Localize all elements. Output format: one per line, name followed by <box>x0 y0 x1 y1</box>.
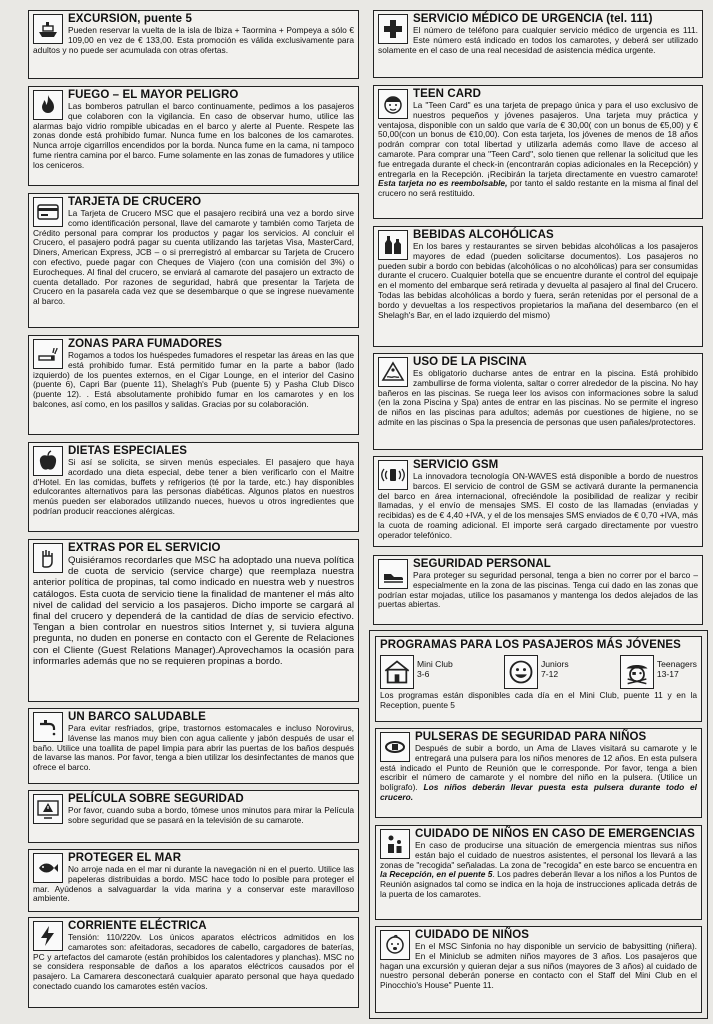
section-servicio-gsm <box>373 456 703 547</box>
section-uso-piscina <box>373 353 703 450</box>
section-text: Por favor, cuando suba a bordo, tómese unos minutos para mirar la Película sobre seguridad que se pasará en la televisión de su camarote. <box>68 805 354 825</box>
baby-icon <box>380 930 410 960</box>
section-text <box>380 744 697 803</box>
pool-warning-icon <box>378 357 408 387</box>
section-title: PROTEGER EL MAR <box>68 852 182 864</box>
section-fuego <box>28 86 359 186</box>
section-teen-card <box>373 85 703 219</box>
section-text: Los programas están disponibles cada día en el Mini Club, puente 11 y en la Reception, puente 5 <box>380 690 697 710</box>
teen-card-tail: por tanto el saldo restante en la misma al final del crucero no será restituido. <box>378 178 698 199</box>
section-text <box>378 101 698 199</box>
medical-cross-icon <box>378 14 408 44</box>
section-dietas <box>28 442 359 532</box>
section-title: TEEN CARD <box>413 88 481 100</box>
section-text: Las bomberos patrullan el barco continuamente, pedimos a los pasajeros que colaboren con la vigilancia. En caso de observar humo, utilice las alarmas bajo vidrio rompible ubicadas en el barco y alerte al Puente. Respete las zonas donde está prohibido fumar. Nunca fume en los balcones de los camarotes. Nunca arroje cigarrillos encendidos por la borda. Nunca fume en la cama, ni tampoco fume rientra camina por el barco. Fume solamente en las zonas de fumadores y utilice los ceniceros. <box>33 101 354 170</box>
section-seguridad-personal <box>373 555 703 625</box>
apple-icon <box>33 446 63 476</box>
juniors-smiley-icon <box>504 655 538 689</box>
section-cuidado-emergencias <box>375 825 702 920</box>
bracelet-text: Después de subir a bordo, un Ama de Llaves visitará su camarote y le entregará una pulsera para los niños menores de 12 años. En esta pulsera está indicado el Punto de Reunión que le corresponde. Por favor, tenga a bien escribir el número de camarote y el nombre del niño en la pulsera. (Utilice un bolígrafo). <box>380 743 697 793</box>
section-pulseras <box>375 728 702 818</box>
emergency-tail: . Los padres deberán llevar a los niños a los Puntos de Reunión asignados tal como se indica en la hoja de instrucciones aplicada detrás de la puerta de los camarotes. <box>380 869 697 899</box>
section-bebidas-alcoholicas <box>373 226 703 347</box>
cigarette-icon <box>33 339 63 369</box>
section-title: PROGRAMAS PARA LOS PASAJEROS MÁS JÓVENES <box>380 639 681 651</box>
section-text: Rogamos a todos los huéspedes fumadores el respetar las áreas en las que está prohibido fumar. Está permitido fumar en la parte a babor (lado izquierdo) de los puentes externos, en el Cigar Lounge, en el interior del Casino (puente 6), Capri Bar (puente 11), Shelagh's Pub (puente 5) y Pasha Club Disco (puente 12). . Está absolutamente prohibido fumar en los camarotes y en los balcones, así como, en los pasillos y salidas. Gracias por su colaboración. <box>33 350 354 409</box>
section-text: Si así se solicita, se sirven menús especiales. El pasajero que haya acordado una dieta especial, debe tener a bien verificarlo con el Maitre d'Hotel. En las comidas, buffets y refrigerios (té por la tarde, etc.) hay disponibles edulcorantes alternativos para las personas diabéticas. Algunos platos en nuestros menús pueden ser elaborados utilizando nueces, huevos u otros ingredientes que podrían producir reacciones alérgicas. <box>33 457 354 516</box>
bottles-icon <box>378 230 408 260</box>
section-text: En el MSC Sinfonia no hay disponible un servicio de babysitting (niñera). En el Miniclub se admiten niños mayores de 3 años. Los pasajeros que hagan una excursión y quieran dejar a sus niños (mayores de 3 años) al cuidado de nuestro personal deberán ponerse en contacto con el Staff del Mini Club en el Pinocchio's House" Puente 11. <box>380 941 697 991</box>
program-ages: 7-12 <box>540 669 559 679</box>
bracelet-icon <box>380 732 410 762</box>
credit-card-icon <box>33 197 63 227</box>
section-text: El número de teléfono para cualquier servicio médico de urgencia es 111. Este número está indicado en todos los camarotes, y deberá ser utilizado solamente en el caso de una real necesidad de asistencia médica urgente. <box>378 25 698 55</box>
section-title: PELÍCULA SOBRE SEGURIDAD <box>68 793 244 805</box>
section-title: PULSERAS DE SEGURIDAD PARA NIÑOS <box>415 731 647 743</box>
program-name: Mini Club <box>417 659 453 669</box>
section-text: Pueden reservar la vuelta de la isla de Ibiza + Taormina + Pompeya a sólo € 109,00 en vez de € 133,00. Esta promoción es válida exclusivamente para adultos y no puede ser acumulada con otras ofertas. <box>33 25 354 55</box>
section-text: Tensión: 110/220v. Los únicos aparatos eléctricos admitidos en los camarotes son: afeitadoras, secadores de cabello, cargadores de baterías, PC y artefactos del camarote (están prohibidos los calentadores y planchas). MSC no se considera responsable de daños a los aparatos eléctricos causados por el pasajero. La Camarera desconectará cualquier aparato personal que haya quedado conectado cuando los camarotes estén vacíos. <box>33 932 354 991</box>
section-text: Para evitar resfriados, gripe, trastornos estomacales e incluso Norovirus, lávense las manos muy bien con agua caliente y jabón después de usar el baño. Utilice una toallita de papel limpia para abrir las puertas de los baños después de lavarse las manos. Por favor, tenga a bien utilizar los desinfectantes de manos que ofrece el barco. <box>33 723 354 773</box>
section-zonas-fumadores <box>28 335 359 435</box>
kids-programs <box>380 655 697 689</box>
teen-card-emphasis: Esta tarjeta no es reembolsable, <box>378 178 508 189</box>
emergency-text: En caso de producirse una situación de emergencia mientras sus niños están bajo el cuidado de nuestros asistentes, el personal los llevará a las zonas de "recogida" señaladas. La zona de "recogida" en este barco se encuentra en <box>380 840 697 870</box>
faucet-icon <box>33 712 63 742</box>
section-title: CUIDADO DE NIÑOS EN CASO DE EMERGENCIAS <box>415 828 695 840</box>
section-text: La Tarjeta de Crucero MSC que el pasajero recibirá una vez a bordo sirve como identificación personal, llave del camarote y también como Tarjeta de Crédito personal para comprar los productos y pagar los servicios. Al concluir el Crucero, el pasajero podrá pagar su cuenta utilizando las tarjetas Visa, MasterCard, Diners, American Express, JCB – o si prerregistró al embarcar su Tarjeta de Crucero con efectivo, puede pagar con Cheques de Viajero (con una comisión del 3%) o Eurocheques. Al final del crucero, se enviará al camarote del pasajero un extracto de cuenta detallado. Por razones de seguridad, habrá que presentar la Tarjeta de Crucero en la pasarela cada vez que se desembarque o que se ingrese nuevamente al barco. <box>33 208 354 307</box>
section-title: EXTRAS POR EL SERVICIO <box>68 542 221 554</box>
program-juniors <box>504 655 569 689</box>
program-mini-club <box>380 655 453 689</box>
section-title: DIETAS ESPECIALES <box>68 445 188 457</box>
section-text: La innovadora tecnología ON-WAVES está disponible a bordo de nuestros barcos. El servicio de control de GSM se activará durante la permanencia del barco en área internacional, ofreciéndole la posibilidad de realizar y recibir llamadas, y el envío de mensajes SMS. El costo de las llamadas (enviadas y recibidas) es de € 4,40 +IVA, y el de los mensajes SMS enviados de € 0,70 +IVA, más la cuota de roaming adicional. El importe será cargado directamente por vuestro operador telefónico. <box>378 471 698 540</box>
family-icon <box>380 829 410 859</box>
warning-tv-icon <box>33 794 63 824</box>
section-title: SERVICIO MÉDICO DE URGENCIA (tel. 111) <box>413 13 653 25</box>
section-extras-servicio <box>28 539 359 702</box>
section-corriente-electrica <box>28 917 359 1008</box>
section-cuidado-ninos <box>375 926 702 1013</box>
section-title: UN BARCO SALUDABLE <box>68 711 206 723</box>
program-name: Juniors <box>540 659 569 669</box>
teen-card-text: La "Teen Card" es una tarjeta de prepago única y para el uso exclusivo de nuestros pequeños y jóvenes pasajeros. Una tarjeta muy práctica y ventajosa, disponible con un saldo que varía de € 30,00( con un bonus de €5,00) y € 50,00(con un bonus de €10,00). Con esta tarjeta, los jóvenes de menos de 18 años podrán comprar con total libertad y utilizarla además como llave de acceso al camarote. Para comprar una "Teen Card", solo tienen que rellenar la solicitud que les fue entregada durante el check-in (encontrarán copias adicionales en la Recepción) y entregarla en la Recepción. ¡Recibirán la tarjeta directamente en vuestro camarote! <box>378 100 698 179</box>
hand-icon <box>33 543 63 573</box>
section-excursion <box>28 10 359 79</box>
section-text: Es obligatorio ducharse antes de entrar en la piscina. Está prohibido zambullirse de forma violenta, saltar o correr alrededor de la piscina. No hay bañeros en las piscinas. Se ruega leer los avisos con informaciones sobre la salud (en la zona Piscina y Spa) antes de entrar en las piscinas. No se permite el ingreso de niños en las piscinas para adultos; además por cuestiones de higiene, no se admite en las piscinas o Spa la presencia de personas que usen pañales/protectores. <box>378 368 698 427</box>
teenagers-pirate-icon <box>620 655 654 689</box>
program-ages: 13-17 <box>656 669 679 679</box>
section-title: ZONAS PARA FUMADORES <box>68 338 223 350</box>
mini-club-icon <box>380 655 414 689</box>
bracelet-emphasis: Los niños deberán llevar puesta esta pulsera durante todo el crucero. <box>380 782 697 802</box>
emergency-emphasis: la Recepción, en el puente 5 <box>380 869 493 880</box>
cruise-ship-icon <box>33 14 63 44</box>
section-title: BEBIDAS ALCOHÓLICAS <box>413 229 554 241</box>
teen-face-icon <box>378 89 408 119</box>
section-text: En los bares y restaurantes se sirven bebidas alcohólicas a los pasajeros mayores de edad (pueden solicitarse documentos). Los pasajeros no pueden subir a bordo con bebidas (alcohólicas o no alcohólicas) para ser consumidas durante el crucero. Cualquier botella que se encuentre durante el control del equipaje en el momento del embarque será retirada y devuelta al pasajero al final del Crucero. Todas las bebidas alcohólicas a bordo y fuera, serán retenidas por el personal de a bordo y devueltas a los respectivos propietarios la mañana del desembarco (en el Shelagh's Bar, en el lado izquierdo del mismo) <box>378 241 698 320</box>
section-title: SEGURIDAD PERSONAL <box>413 558 551 570</box>
fish-icon <box>33 853 63 883</box>
fire-icon <box>33 90 63 120</box>
section-servicio-medico <box>373 10 703 78</box>
section-title: CORRIENTE ELÉCTRICA <box>68 920 207 932</box>
section-title: SERVICIO GSM <box>413 459 499 471</box>
program-ages: 3-6 <box>417 669 430 679</box>
section-text: No arroje nada en el mar ni durante la navegación ni en el puerto. Utilice las papeleras distribuidas a bordo. MSC hace todo lo posible para proteger el mar. Ayúdenos a salvaguardar la vida marina y a conservar este maravilloso ambiente. <box>33 864 354 904</box>
section-title: FUEGO – EL MAYOR PELIGRO <box>68 89 239 101</box>
section-barco-saludable <box>28 708 359 784</box>
section-title: USO DE LA PISCINA <box>413 356 527 368</box>
section-text: Para proteger su seguridad personal, tenga a bien no correr por el barco – especialmente en la zona de las piscinas. Tenga cui dado en las zonas que podrían estar mojadas, utilice los pasamanos y mantenga los dedos alejados de las puertas abiertas. <box>378 570 698 610</box>
section-title: EXCURSION, puente 5 <box>68 13 192 25</box>
program-name: Teenagers <box>656 659 697 669</box>
section-text <box>380 841 697 900</box>
section-title: CUIDADO DE NIÑOS <box>415 929 530 941</box>
section-tarjeta-crucero <box>28 193 359 328</box>
mobile-signal-icon <box>378 460 408 490</box>
lightning-icon <box>33 921 63 951</box>
section-pelicula-seguridad <box>28 790 359 843</box>
section-title: TARJETA DE CRUCERO <box>68 196 202 208</box>
safety-shoe-icon <box>378 559 408 589</box>
section-text: Quisiéramos recordarles que MSC ha adoptado una nueva política de cuota de servicio (service charge) que reemplaza nuestra anterior política de propinas, tal como indicado en nuestra web y nuestros catálogos. Esta cuota de servicio tiene la finalidad de mantener el más alto nivel de calidad del servicio a los pasajeros. Dicho importe se cargará al final del crucero y dependerá de la cantidad de días de servicio efectivo. Tengan a bien controlar en nuestros sitios Internet y, si tuviera alguna pregunta, no duden en ponerse en contacto con el Gerente de Relaciones con el Cliente (Guest Relations Manager).Aprovechamos la ocasión para informarles además que no se requieren propinas a bordo. <box>33 555 354 667</box>
section-programas-jovenes <box>375 636 702 722</box>
section-proteger-mar <box>28 849 359 912</box>
program-teenagers <box>620 655 697 689</box>
